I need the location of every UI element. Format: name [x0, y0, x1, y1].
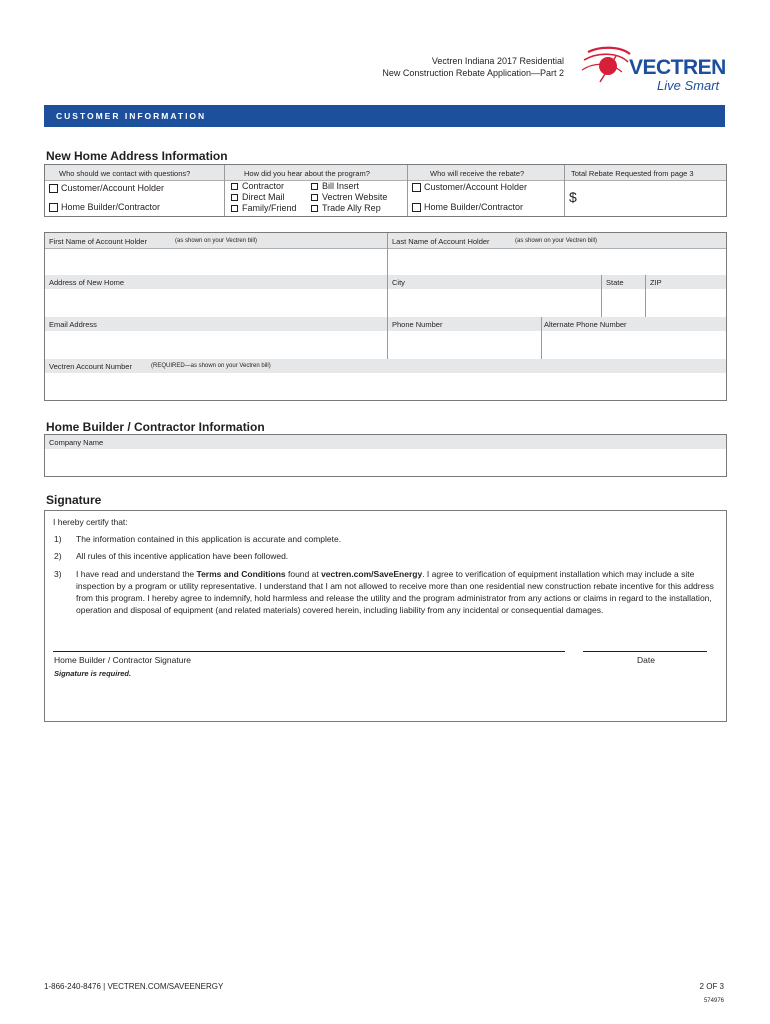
row-label-bar: [45, 275, 726, 289]
signature-line: [53, 651, 565, 652]
item3-text: . I agree to verification of equipment installation which may include a site inspection by a program or utility representative. I understand that I am not allowed to receive more than one residential new construction rebate incentive for this address from this program. I hereby agree to indemnify, hold harmless and release the utility and the program administrator from any actions or claims in regard to the installation, operation and disposal of equipment (and related materials) covered herein, including liability from any incidental or consequential damages.: [76, 569, 714, 615]
company-name-label: Company Name: [49, 438, 104, 447]
phone-input[interactable]: [389, 332, 539, 358]
total-rebate-input[interactable]: [581, 185, 721, 211]
divider: [387, 233, 388, 275]
contact-builder-label: Home Builder/Contractor: [61, 202, 161, 212]
city-input[interactable]: [389, 290, 599, 316]
saveenergy-link[interactable]: vectren.com/SaveEnergy: [321, 569, 423, 579]
signature-required-note: Signature is required.: [54, 669, 132, 678]
date-line: [583, 651, 707, 652]
builder-box: [44, 434, 727, 477]
heard-website-label: Vectren Website: [322, 192, 388, 202]
email-label: Email Address: [49, 320, 97, 329]
item3-text: I have read and understand the: [76, 569, 197, 579]
receive-builder-label: Home Builder/Contractor: [424, 202, 524, 212]
receive-customer-label: Customer/Account Holder: [424, 182, 528, 192]
receive-builder-checkbox[interactable]: [412, 203, 421, 212]
zip-input[interactable]: [647, 290, 725, 316]
divider: [387, 275, 388, 317]
heard-trade-ally-label: Trade Ally Rep: [322, 203, 381, 213]
item-number: 3): [54, 569, 62, 579]
heard-header: How did you hear about the program?: [244, 169, 370, 178]
form-title-line1: Vectren Indiana 2017 Residential: [431, 56, 564, 66]
contact-customer-checkbox[interactable]: [49, 184, 58, 193]
item-number: 1): [54, 534, 62, 544]
footer-contact: 1-866-240-8476 | VECTREN.COM/SAVEENERGY: [44, 982, 224, 991]
account-number-input[interactable]: [47, 374, 725, 400]
heard-direct-mail-label: Direct Mail: [242, 192, 285, 202]
alt-phone-label: Alternate Phone Number: [544, 320, 627, 329]
form-code: 574976: [703, 998, 724, 1004]
company-name-input[interactable]: [47, 450, 725, 476]
alt-phone-input[interactable]: [543, 332, 725, 358]
dollar-sign: $: [569, 189, 577, 205]
receive-customer-checkbox[interactable]: [412, 183, 421, 192]
certify-item-2: All rules of this incentive application have been followed.: [76, 551, 289, 561]
address-input[interactable]: [47, 290, 385, 316]
date-label: Date: [637, 655, 655, 665]
date-input[interactable]: [583, 631, 707, 651]
heard-bill-insert-label: Bill Insert: [322, 181, 360, 191]
new-home-title: New Home Address Information: [46, 149, 228, 163]
heard-direct-mail-checkbox[interactable]: [231, 194, 238, 201]
last-name-hint: (as shown on your Vectren bill): [515, 238, 598, 244]
signature-label: Home Builder / Contractor Signature: [54, 655, 192, 665]
city-label: City: [392, 278, 405, 287]
first-name-label: First Name of Account Holder: [49, 237, 147, 246]
divider: [564, 165, 565, 216]
heard-contractor-checkbox[interactable]: [231, 183, 238, 190]
divider: [601, 275, 602, 317]
item3-text: found at: [285, 569, 322, 579]
logo-tagline: Live Smart: [657, 78, 720, 93]
heard-trade-ally-checkbox[interactable]: [311, 205, 318, 212]
address-label: Address of New Home: [49, 278, 125, 287]
heard-family-friend-label: Family/Friend: [242, 203, 297, 213]
divider: [224, 165, 225, 216]
divider: [387, 317, 388, 359]
builder-title: Home Builder / Contractor Information: [46, 420, 265, 434]
form-title: [382, 55, 564, 79]
zip-label: ZIP: [650, 278, 662, 287]
signature-input[interactable]: [53, 631, 565, 651]
section-banner: CUSTOMER INFORMATION: [44, 105, 725, 127]
logo-wordmark: VECTREN: [629, 56, 726, 79]
certify-intro: I hereby certify that:: [53, 517, 128, 527]
signature-title: Signature: [46, 493, 102, 507]
heard-contractor-label: Contractor: [242, 181, 285, 191]
divider: [645, 275, 646, 317]
contact-header: Who should we contact with questions?: [59, 169, 191, 178]
contact-builder-checkbox[interactable]: [49, 203, 58, 212]
email-input[interactable]: [47, 332, 385, 358]
heard-family-friend-checkbox[interactable]: [231, 205, 238, 212]
item-number: 2): [54, 551, 62, 561]
total-header: Total Rebate Requested from page 3: [571, 169, 694, 178]
row-label-bar: [45, 359, 726, 373]
divider: [407, 165, 408, 216]
address-box: [44, 232, 727, 401]
phone-label: Phone Number: [392, 320, 443, 329]
receive-header: Who will receive the rebate?: [430, 169, 525, 178]
heard-website-checkbox[interactable]: [311, 194, 318, 201]
page-number: 2 OF 3: [699, 982, 724, 991]
last-name-label: Last Name of Account Holder: [392, 237, 490, 246]
account-number-label: Vectren Account Number: [49, 362, 132, 371]
last-name-input[interactable]: [389, 250, 725, 274]
form-title-line2: New Construction Rebate Application—Part 2: [382, 68, 564, 78]
certify-item-3: [76, 568, 719, 616]
first-name-hint: (as shown on your Vectren bill): [175, 238, 258, 244]
divider: [541, 317, 542, 359]
signature-box: [44, 510, 727, 722]
state-label: State: [606, 278, 624, 287]
terms-link[interactable]: Terms and Conditions: [196, 569, 286, 579]
certify-item-1: The information contained in this application is accurate and complete.: [76, 534, 342, 544]
row-label-bar: [45, 233, 726, 249]
account-number-hint: (REQUIRED—as shown on your Vectren bill): [151, 363, 271, 369]
first-name-input[interactable]: [47, 250, 385, 274]
options-box: [44, 164, 727, 217]
contact-customer-label: Customer/Account Holder: [61, 183, 165, 193]
row-label-bar: [45, 435, 726, 449]
state-input[interactable]: [603, 290, 643, 316]
heard-bill-insert-checkbox[interactable]: [311, 183, 318, 190]
